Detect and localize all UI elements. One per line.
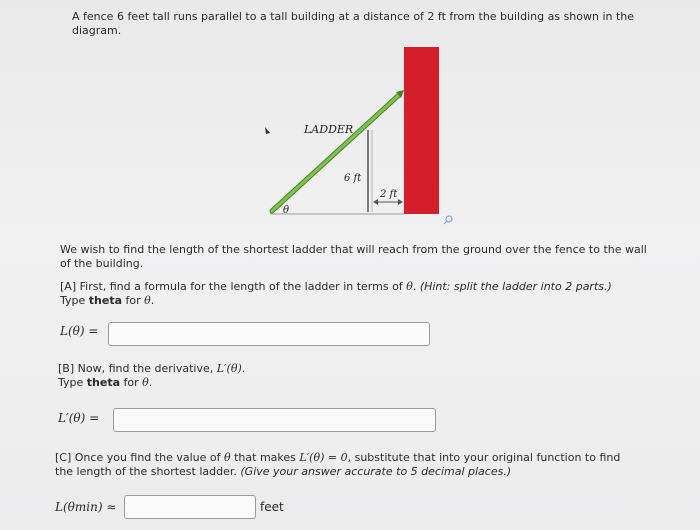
ladder-label: LADDER [304, 123, 354, 136]
part-c-unit-label: feet [260, 500, 284, 514]
problem-line-2: of the building. [60, 257, 144, 270]
problem-statement [60, 243, 647, 271]
part-a-hint: (Hint: split the ladder into 2 parts.) [419, 280, 612, 293]
intro-line-1: A fence 6 feet tall runs parallel to a tall building at a distance of 2 ft from the building as shown in the [72, 10, 635, 23]
building-wall [404, 47, 439, 214]
ladder-diagram [0, 0, 700, 230]
gap-arrow-right-icon [398, 199, 403, 205]
part-b-label: L′(θ) = [58, 411, 100, 425]
intro-line-2: diagram. [72, 24, 122, 37]
part-c-line-2: the length of the shortest ladder. (Give your answer accurate to 5 decimal places.) [55, 465, 512, 478]
part-a-line-2: Type theta for θ. [60, 294, 155, 307]
part-b-instructions [58, 362, 245, 390]
part-a-label: L(θ) = [60, 324, 99, 338]
part-a-line-1: [A] First, find a formula for the length of the ladder in terms of θ. (Hint: split the ladder into 2 parts.) [60, 280, 612, 293]
cursor-icon [265, 127, 270, 134]
part-c-answer-input[interactable] [124, 495, 256, 519]
part-b-answer-input[interactable] [113, 408, 436, 432]
part-b-line-1: [B] Now, find the derivative, L′(θ). [58, 362, 246, 375]
part-c-label: L(θmin) ≈ [55, 500, 117, 514]
problem-line-1: We wish to find the length of the shortest ladder that will reach from the ground over the fence to the wall [60, 243, 647, 256]
gap-arrow-left-icon [373, 199, 378, 205]
angle-theta-label: θ [283, 205, 290, 216]
part-c-line-1: [C] Once you find the value of θ that makes L′(θ) = 0, substitute that into your original function to find [55, 451, 621, 464]
part-a-instructions [60, 280, 612, 308]
fence-height-label: 6 ft [344, 173, 362, 184]
part-b-line-2: Type theta for θ. [58, 376, 153, 389]
gap-label: 2 ft [380, 189, 398, 200]
part-a-answer-input[interactable] [108, 322, 430, 346]
part-c-instructions [55, 451, 620, 479]
